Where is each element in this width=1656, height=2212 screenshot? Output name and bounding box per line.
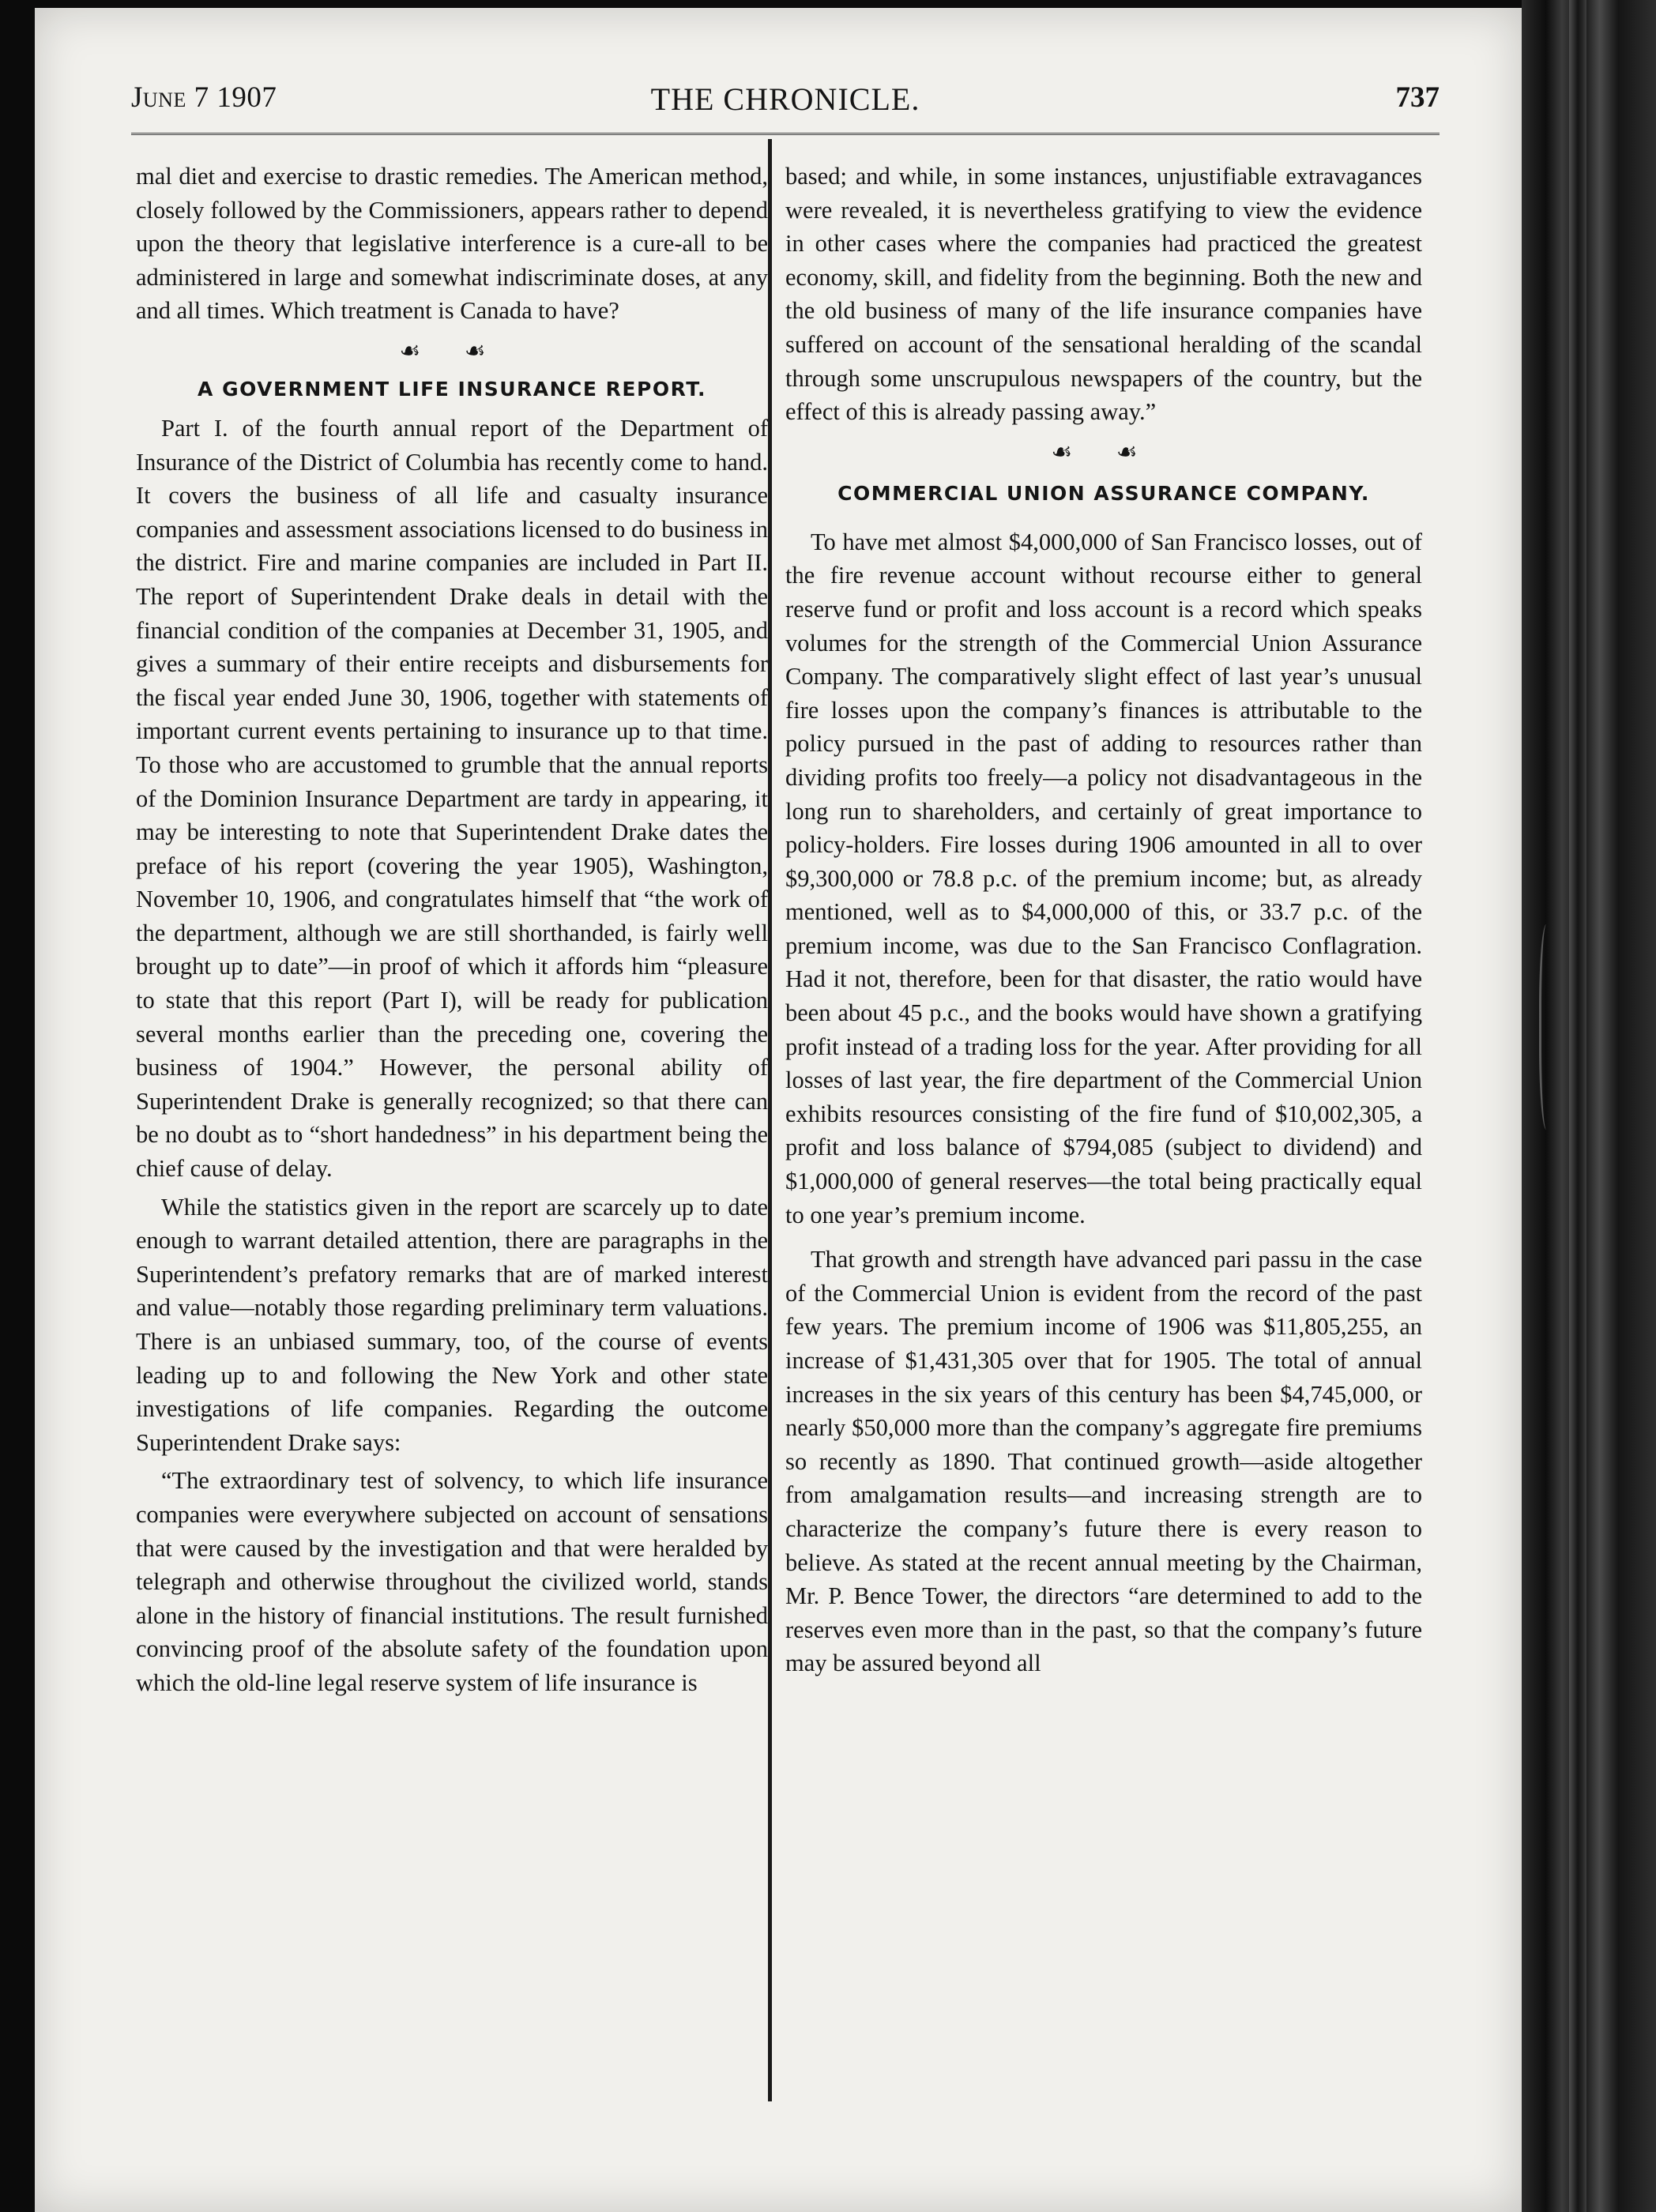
continuation-paragraph: based; and while, in some instances, unjustifiable extravagances were revealed, it is nevertheless gratifying to view the evidence in other cases where the companies had practiced the greatest economy, skill, and fidelity from the beginning. Both the new and the old business of many of the life insurance companies have suffered on account of the sensational heralding of the scandal through some unscrupulous newspapers of the country, but the effect of this is already passing away.” — [785, 163, 1422, 426]
quoted-paragraph: “The extraordinary test of solvency, to which life insurance companies were everywhere subjected on account of sensations that were caused by the investigation and that were heralded by telegraph and otherwise throughout the civilized world, stands alone in the history of financial institutions. The result furnished convincing proof of the absolute safety of the foundation upon which the old-line legal reserve system of life insurance is — [136, 1467, 768, 1696]
header-rule — [131, 133, 1440, 135]
section-heading: A GOVERNMENT LIFE INSURANCE REPORT. — [198, 377, 706, 401]
issue-date: June 7 1907 — [131, 81, 277, 114]
column-divider — [768, 139, 772, 2101]
left-column — [136, 160, 768, 1700]
newspaper-page — [35, 8, 1522, 2212]
section-heading: COMMERCIAL UNION ASSURANCE COMPANY. — [837, 481, 1370, 505]
article-paragraph: Part I. of the fourth annual report of the Department of Insurance of the District of Columbia has recently come to hand. It covers the business of all life and casualty insurance companies and assessment associations licensed to do business in the district. Fire and marine companies are included in Part II. The report of Superintendent Drake deals in detail with the financial condition of the companies at December 31, 1905, and gives a summary of their entire receipts and disbursements for the fiscal year ended June 30, 1906, together with statements of important current events pertaining to insurance up to that time. To those who are accustomed to grumble that the annual reports of the Dominion Insurance Department are tardy in appearing, it may be interesting to note that Superintendent Drake dates the preface of his report (covering the year 1905), Washington, November 10, 1906, and congratulates himself that “the work of the department, although we are still shorthanded, is fairly well brought up to date”—in proof of which it affords him “pleasure to state that this report (Part I), will be ready for publication several months earlier than the preceding one, covering the business of 1904.” However, the personal ability of Superintendent Drake is generally recognized; so that there can be no doubt as to “short handedness” in his department being the chief cause of delay. — [136, 414, 768, 1183]
page-number: 737 — [1395, 81, 1440, 114]
article-paragraph: That growth and strength have advanced pari passu in the case of the Commercial Union is evident from the record of the past few years. The premium income of 1906 was $11,805,255, an increase of $1,431,305 over that for 1905. The total of annual increases in the six years of this century has been $4,745,000, or nearly $50,000 more than the company’s aggregate fire premiums so recently as 1890. That continued growth—aside altogether from amalgamation results—and increasing strength are to characterize the company’s future there is every reason to believe. As stated at the recent annual meeting by the Chairman, Mr. P. Bence Tower, the directors “are determined to add to the reserves even more than in the past, so that the company’s future may be assured beyond all — [785, 1246, 1422, 1677]
page-curl — [1539, 924, 1557, 1130]
article-paragraph: While the statistics given in the report are scarcely up to date enough to warrant detailed attention, there are paragraphs in the Superintendent’s prefatory remarks that are of marked interest and value—notably those regarding preliminary term valuations. There is an unbiased summary, too, of the course of events leading up to and following the New York and other state investigations of life companies. Regarding the outcome Superintendent Drake says: — [136, 1193, 768, 1456]
section-ornament: ☙ ☙ — [399, 337, 505, 364]
section-ornament: ☙ ☙ — [1051, 438, 1157, 465]
article-paragraph: To have met almost $4,000,000 of San Francisco losses, out of the fire revenue account without recourse either to general reserve fund or profit and loss account is a record which speaks volumes for the strength of the Commercial Union Assurance Company. The comparatively slight effect of last year’s unusual fire losses upon the company’s finances is attributable to the policy pursued in the past of adding to resources rather than dividing profits too freely—a policy not disadvantageous in the long run to shareholders, and certainly of great importance to policy-holders. Fire losses during 1906 amounted in all to over $9,300,000 or 78.8 p.c. of the premium income; but, as already mentioned, well as to $4,000,000 of this, or 33.7 p.c. of the premium income, was due to the San Francisco Conflagration. Had it not, therefore, been for that disaster, the ratio would have been about 45 p.c., and the books would have shown a gratifying profit instead of a trading loss for the year. After providing for all losses of last year, the fire department of the Commercial Union exhibits resources consisting of the fire fund of $10,002,305, a profit and loss balance of $794,085 (subject to dividend) and $1,000,000 of general reserves—the total being practically equal to one year’s premium income. — [785, 528, 1422, 1228]
running-head — [131, 81, 1440, 125]
publication-title: THE CHRONICLE. — [650, 81, 920, 117]
intro-paragraph: mal diet and exercise to drastic remedies. The American method, closely followed by the Commissioners, appears rather to depend upon the theory that legislative interference is a cure-all to be administered in large and somewhat indiscriminate doses, at any and all times. Which treatment is Canada to have? — [136, 163, 768, 325]
right-column — [785, 160, 1422, 1680]
